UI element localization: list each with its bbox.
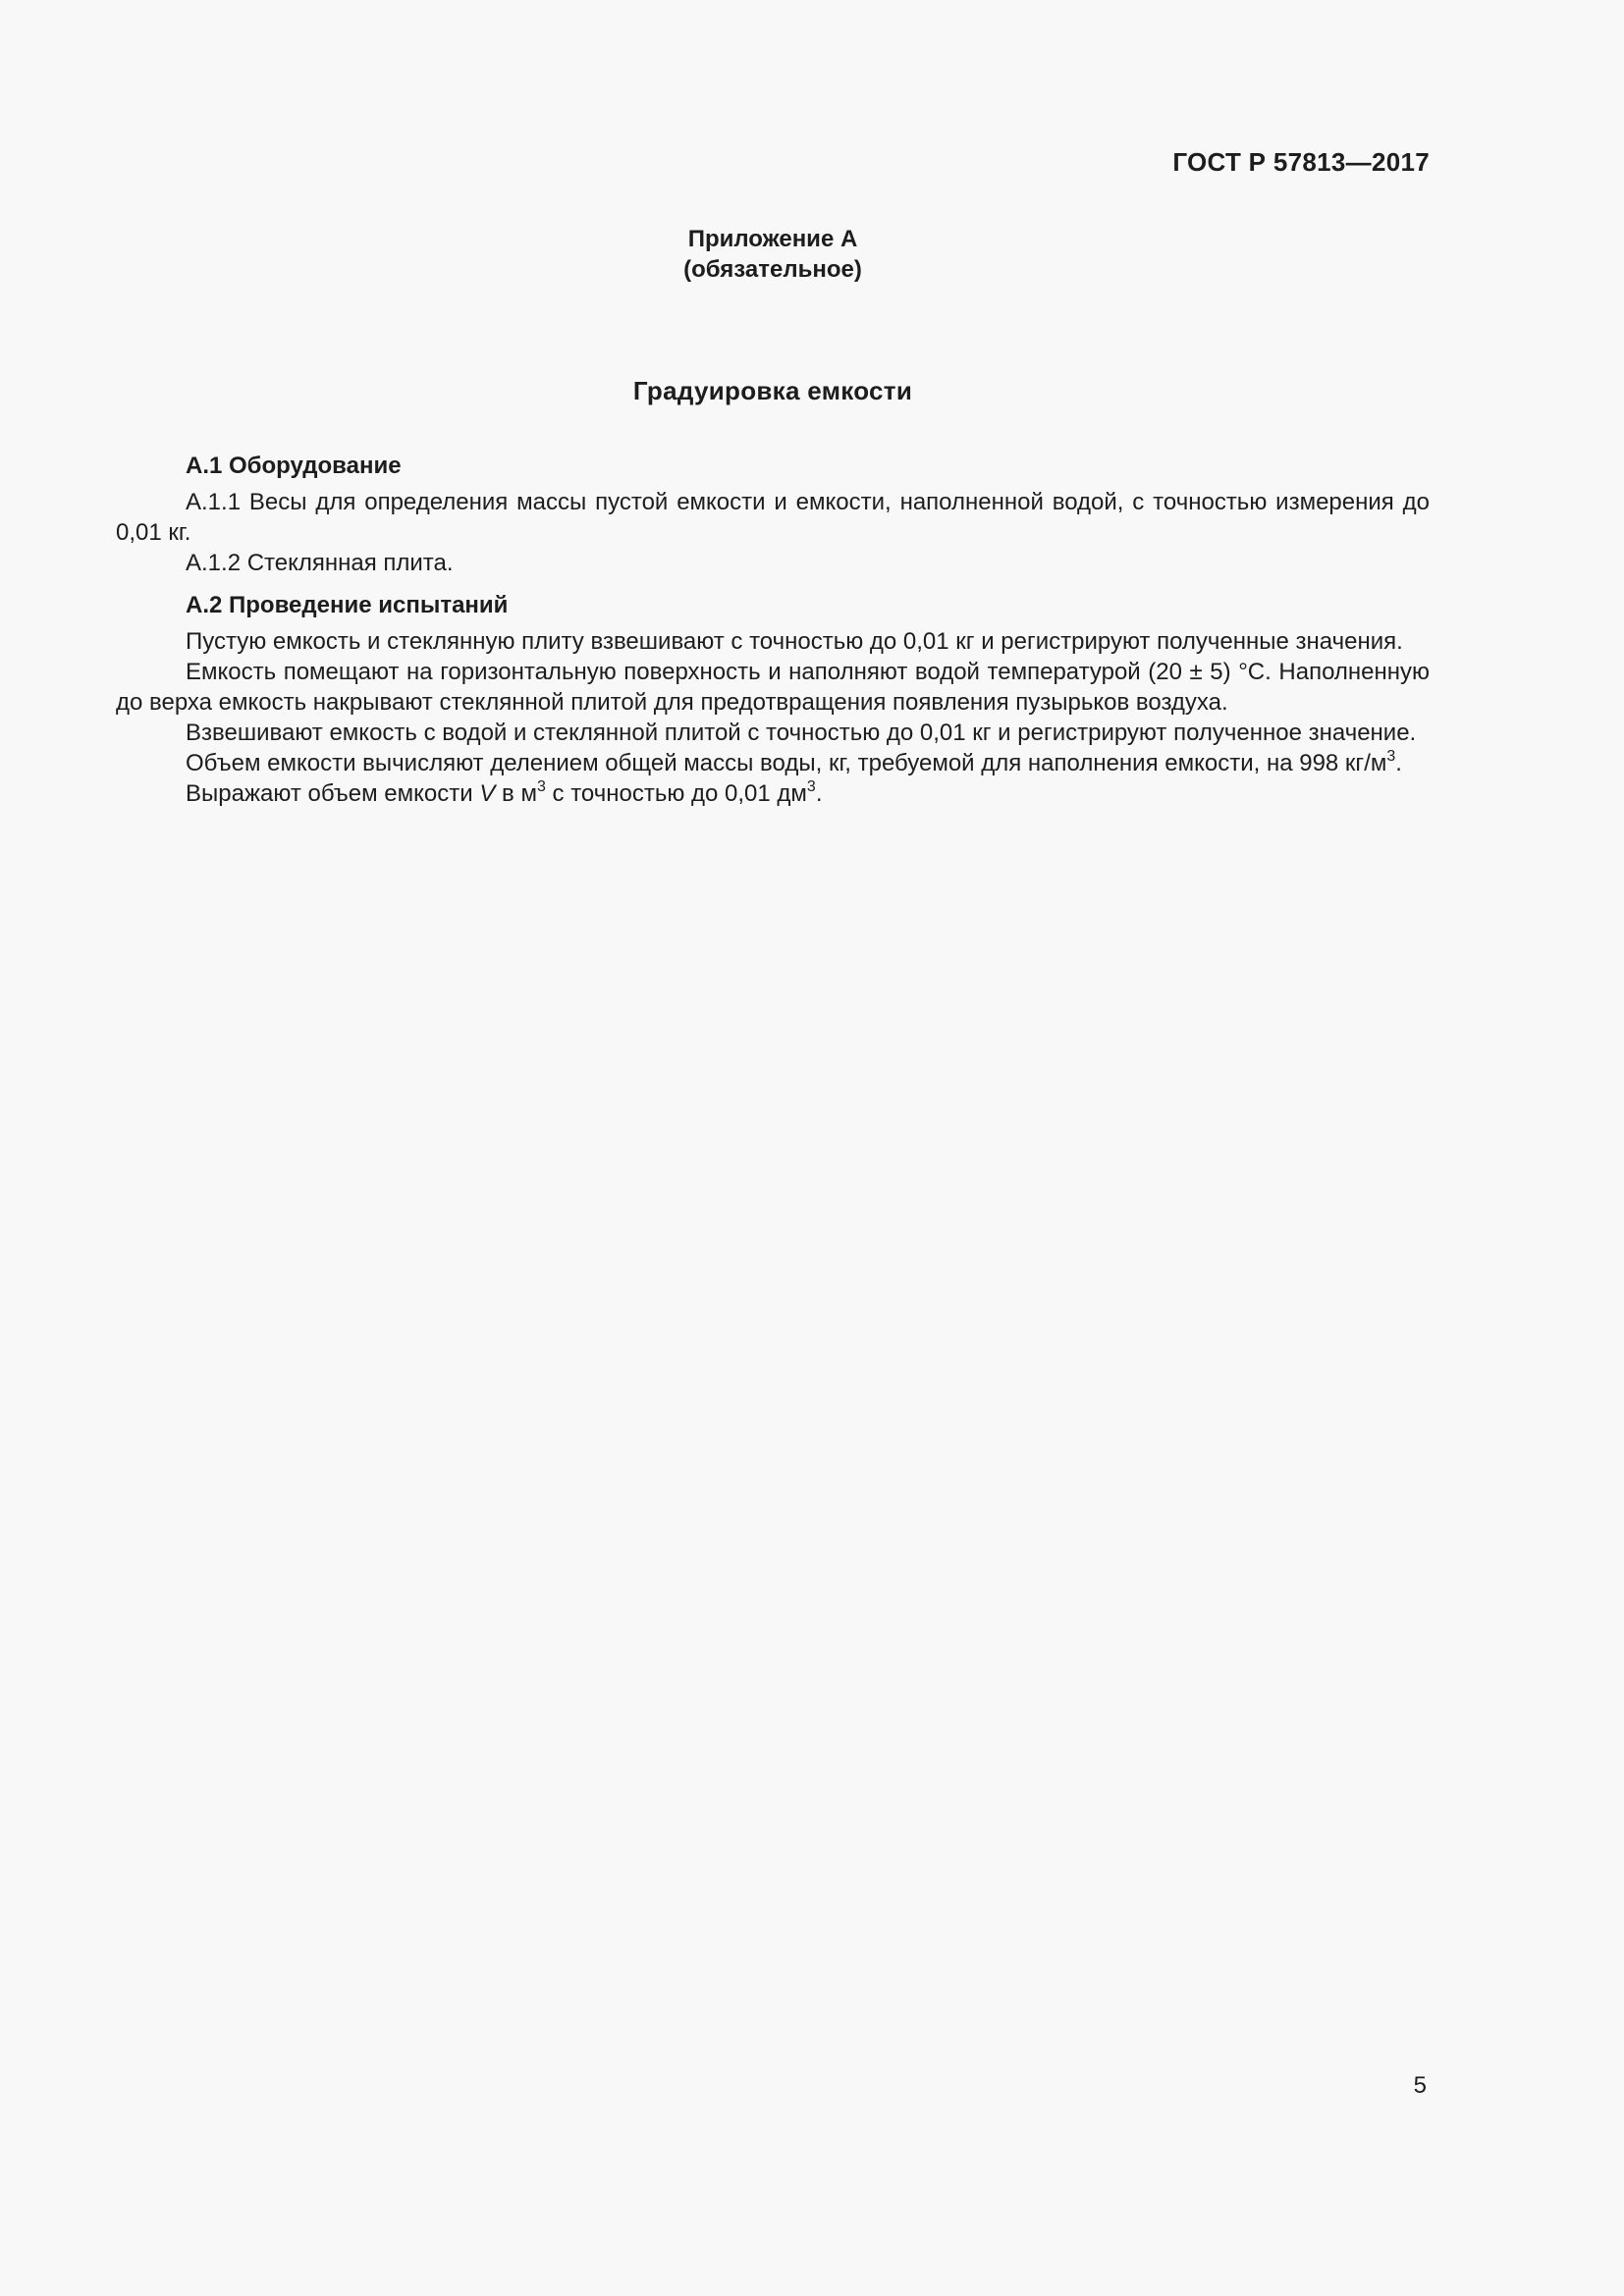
paragraph-a2-5-part3: с точностью до 0,01 дм	[545, 780, 807, 807]
paragraph-a1-1: А.1.1 Весы для определения массы пустой емкости и емкости, наполненной водой, с точностью измерения до 0,01 кг.	[116, 489, 1430, 546]
section-title: Градуировка емкости	[632, 376, 913, 405]
paragraph-a2-4-text: Объем емкости вычисляют делением общей массы воды, кг, требуемой для наполнения емкости, на 998 кг/м	[186, 750, 1387, 776]
paragraph-a2-5-part2: в м	[495, 780, 537, 807]
document-code: ГОСТ Р 57813—2017	[1172, 147, 1430, 177]
paragraph-a1-2: А.1.2 Стеклянная плита.	[186, 550, 454, 576]
page-number: 5	[1413, 2072, 1427, 2099]
paragraph-a2-1: Пустую емкость и стеклянную плиту взвешивают с точностью до 0,01 кг и регистрируют полученные значения.	[186, 628, 1403, 655]
paragraph-a2-4-end: .	[1395, 750, 1402, 776]
annex-kind: (обязательное)	[683, 256, 862, 283]
annex-title: Приложение А	[687, 226, 858, 252]
superscript-cubic: 3	[1386, 748, 1396, 765]
section-a2-heading: А.2 Проведение испытаний	[186, 592, 509, 618]
paragraph-a2-5-end: .	[815, 780, 823, 807]
superscript-cubic-decimeter: 3	[806, 778, 816, 795]
paragraph-a2-5-part1: Выражают объем емкости	[186, 780, 480, 807]
paragraph-a2-3: Взвешивают емкость с водой и стеклянной плитой с точностью до 0,01 кг и регистрируют полученное значение.	[186, 720, 1417, 746]
section-a1-heading: А.1 Оборудование	[186, 453, 402, 479]
superscript-cubic-meter: 3	[536, 778, 546, 795]
document-body	[116, 451, 1430, 809]
paragraph-a2-5	[116, 778, 1430, 809]
paragraph-a2-2: Емкость помещают на горизонтальную поверхность и наполняют водой температурой (20 ± 5) °С. Наполненную до верха емкость накрывают стеклянной плитой для предотвращения появления пузырьков воздуха.	[116, 659, 1430, 716]
volume-variable: V	[479, 780, 496, 807]
paragraph-a2-4	[116, 748, 1430, 778]
